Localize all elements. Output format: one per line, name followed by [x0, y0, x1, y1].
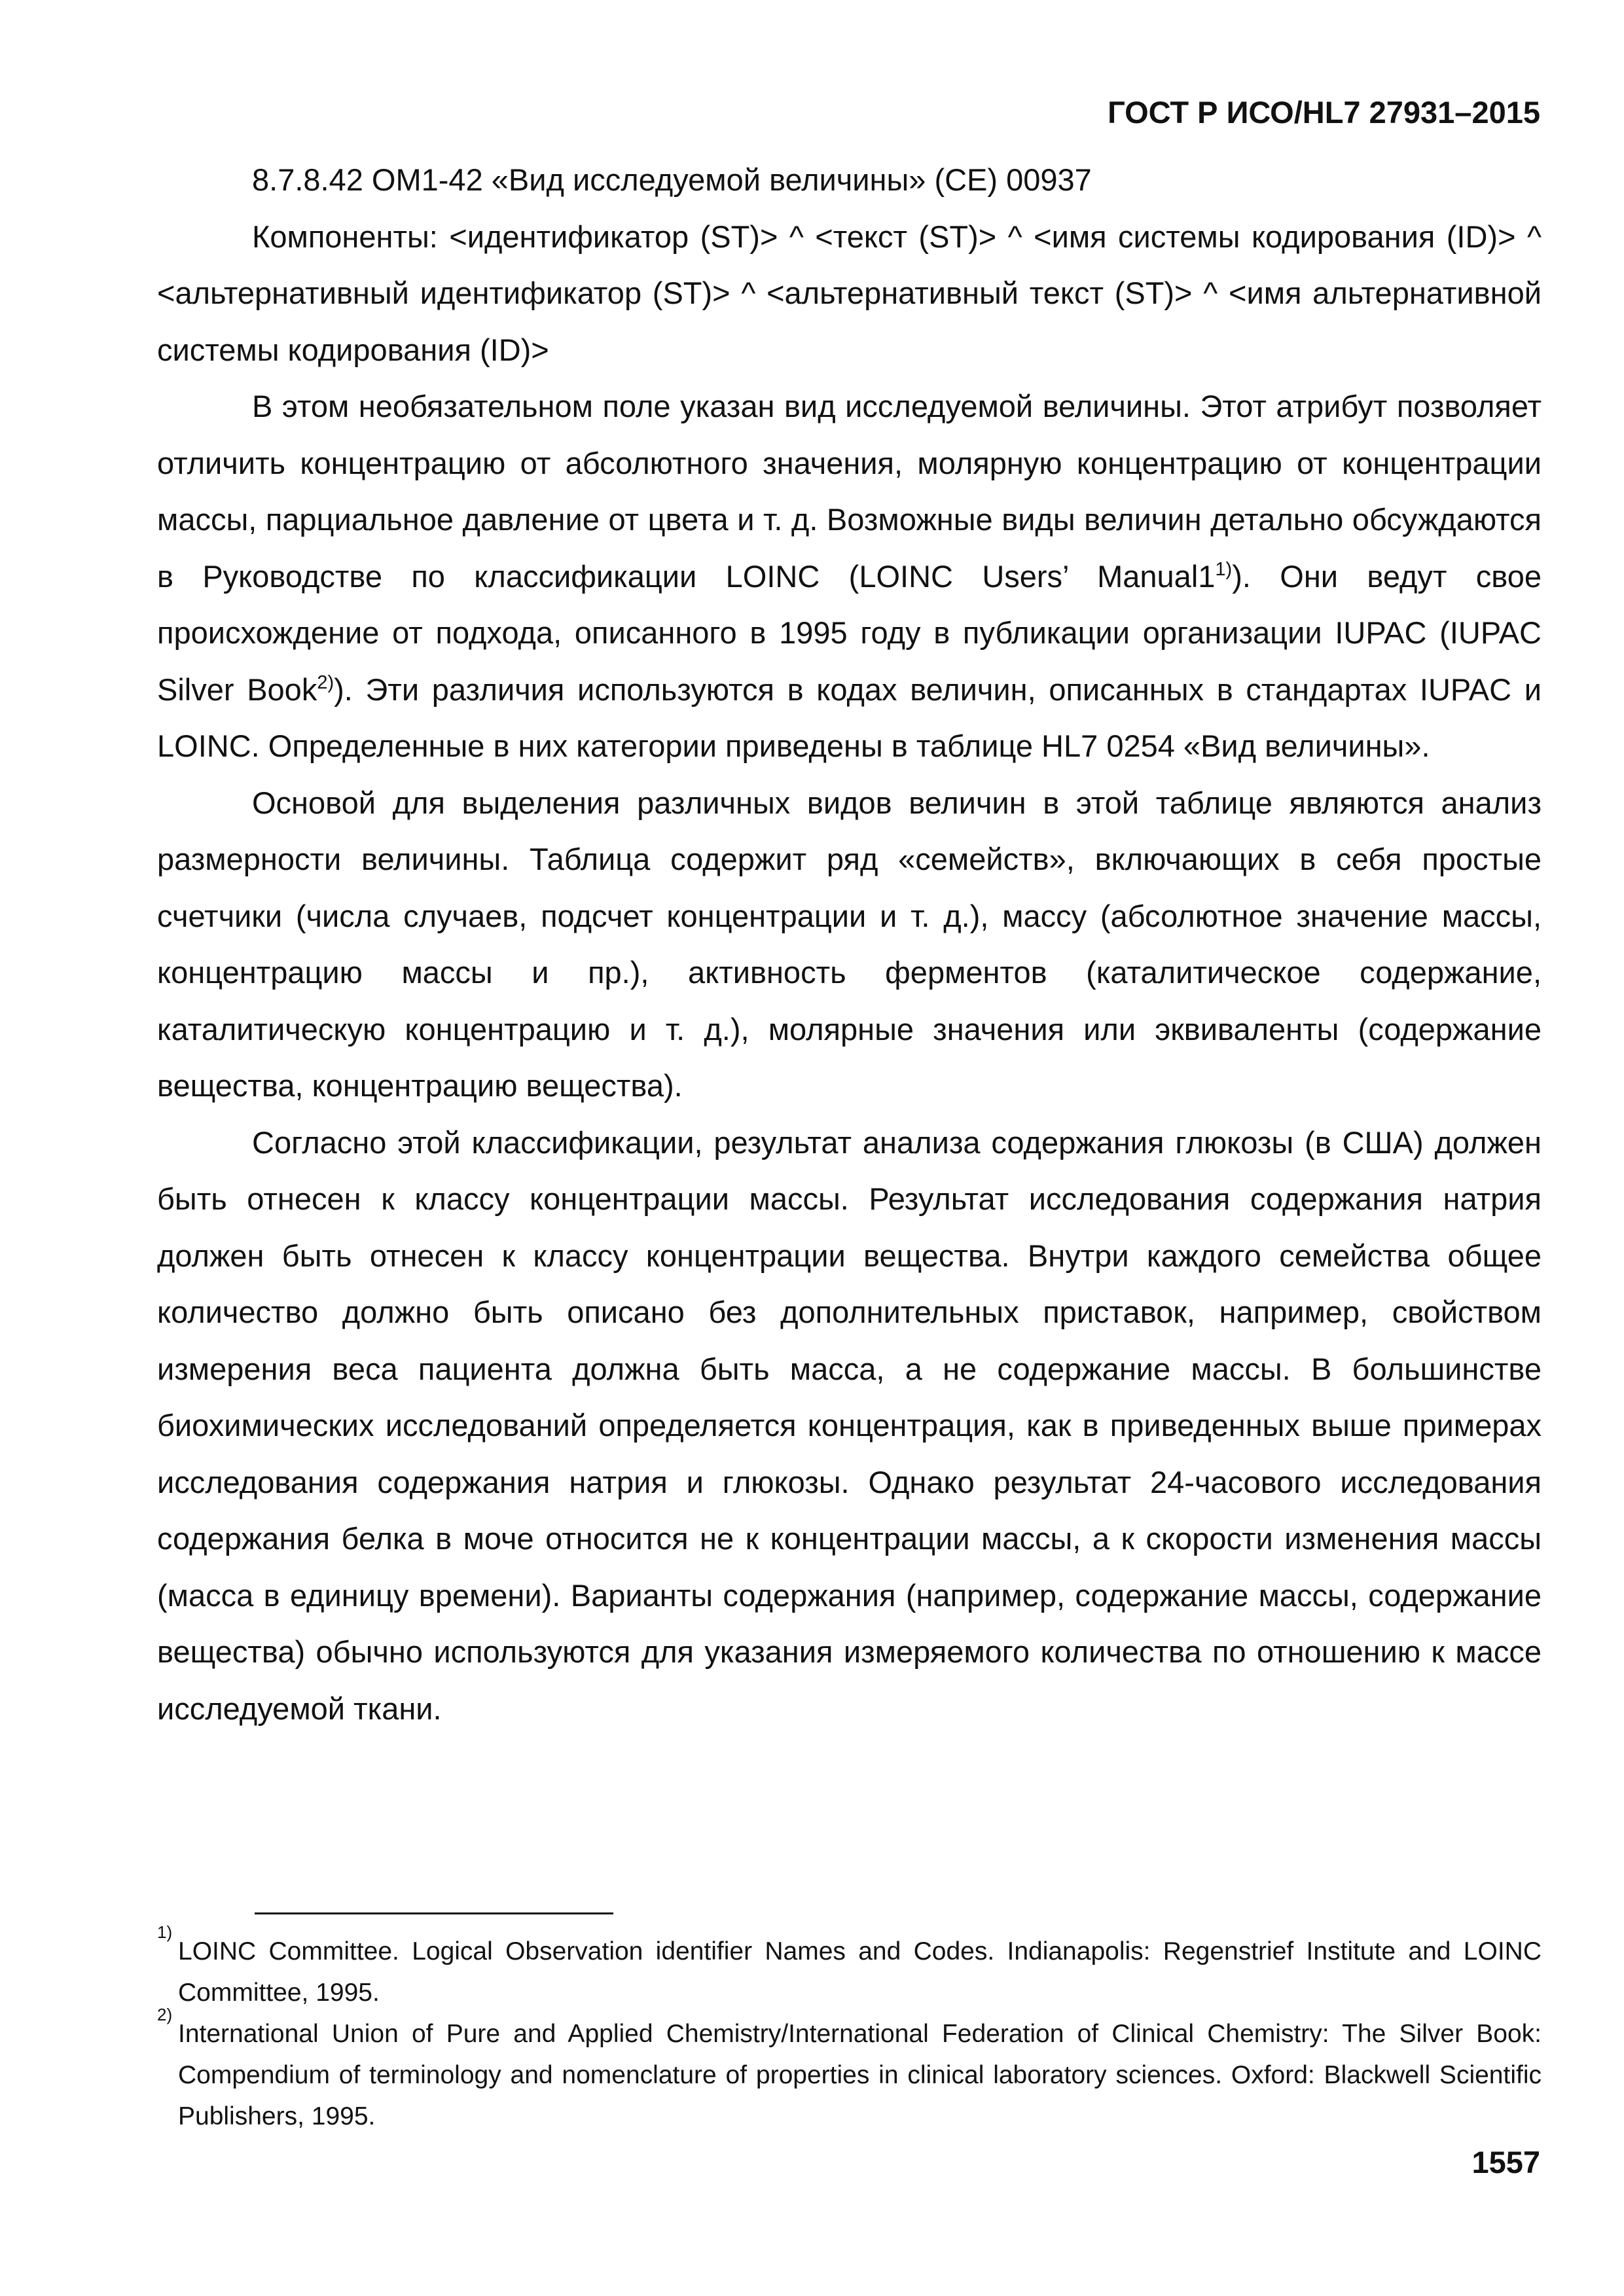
- section-heading: 8.7.8.42 OM1-42 «Вид исследуемой величины» (CE) 00937: [252, 162, 1092, 197]
- description-text-part-2: ). Они ведут свое происхождение от подхода, описанного в 1995 году в публикации организации IUPAC (IUPAC Silver Book: [157, 558, 1542, 707]
- components-paragraph: Компоненты: <идентификатор (ST)> ^ <текст (ST)> ^ <имя системы кодирования (ID)> ^ <альтернативный идентификатор (ST)> ^ <альтернативный текст (ST)> ^ <имя альтернативной системы кодирования (ID)>: [157, 219, 1542, 367]
- standard-number-header: ГОСТ Р ИСО/HL7 27931–2015: [1108, 95, 1540, 130]
- families-paragraph: Основой для выделения различных видов величин в этой таблице являются анализ размерности величины. Таблица содержит ряд «семейств», включающих в себя простые счетчики (числа случаев, подсчет концентрации и т. д.), массу (абсолютное значение массы, концентрацию массы и пр.), активность ферментов (каталитическое содержание, каталитическую концентрацию и т. д.), молярные значения или эквиваленты (содержание вещества, концентрацию вещества).: [157, 785, 1542, 1103]
- footnote-separator: [255, 1912, 613, 1914]
- document-body: [157, 152, 1542, 1737]
- footnote-2-text: International Union of Pure and Applied Chemistry/International Federation of Clinical Chemistry: The Silver Book: Compendium of terminology and nomenclature of properties in clinical laboratory sciences. Oxford: Blackwell Scientific Publishers, 1995.: [178, 2020, 1542, 2130]
- footnote-2: [157, 2005, 1542, 2137]
- footnote-1: [157, 1922, 1542, 2013]
- footnote-1-text: LOINC Committee. Logical Observation identifier Names and Codes. Indianapolis: Regenstrief Institute and LOINC Committee, 1995.: [178, 1937, 1542, 2007]
- footnote-ref-2: 2): [317, 672, 334, 693]
- footnote-2-marker: 2): [157, 2005, 173, 2024]
- page-number: 1557: [1471, 2145, 1540, 2179]
- description-paragraph: [157, 378, 1542, 775]
- description-text-part-1: В этом необязательном поле указан вид исследуемой величины. Этот атрибут позволяет отличить концентрацию от абсолютного значения, молярную концентрацию от концентрации массы, парциальное давление от цвета и т. д. Возможные виды величин детально обсуждаются в Руководстве по классификации LOINC (LOINC Users’ Manual1: [157, 389, 1542, 594]
- footnotes: [157, 1922, 1542, 2137]
- footnote-1-marker: 1): [157, 1922, 173, 1942]
- classification-paragraph: Согласно этой классификации, результат анализа содержания глюкозы (в США) должен быть отнесен к классу концентрации массы. Результат исследования содержания натрия должен быть отнесен к классу концентрации вещества. Внутри каждого семейства общее количество должно быть описано без дополнительных приставок, например, свойством измерения веса пациента должна быть масса, а не содержание массы. В большинстве биохимических исследований определяется концентрация, как в приведенных выше примерах исследования содержания натрия и глюкозы. Однако результат 24-часового исследования содержания белка в моче относится не к концентрации массы, а к скорости изменения массы (масса в единицу времени). Варианты содержания (например, содержание массы, содержание вещества) обычно используются для указания измеряемого количества по отношению к массе исследуемой ткани.: [157, 1124, 1542, 1726]
- description-text-part-3: ). Эти различия используются в кодах величин, описанных в стандартах IUPAC и LOINC. Определенные в них категории приведены в таблице HL7 0254 «Вид величины».: [157, 672, 1542, 763]
- footnote-ref-1: 1): [1215, 558, 1233, 580]
